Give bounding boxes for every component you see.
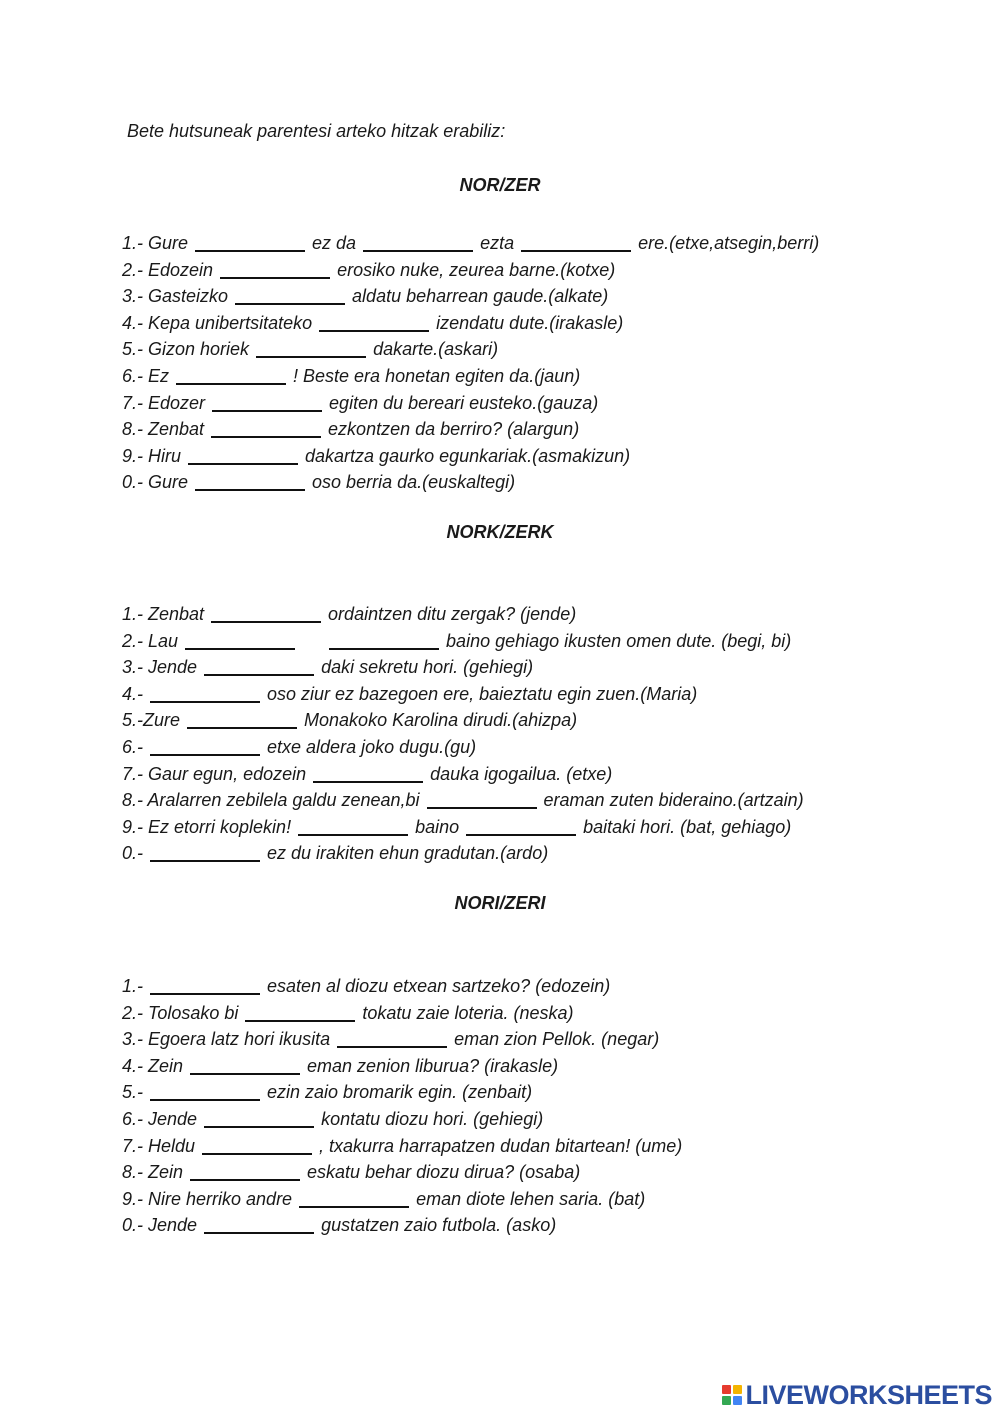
exercise-text: 4.- Zein <box>122 1055 184 1076</box>
exercise-text: eman diote lehen saria. (bat) <box>416 1188 646 1209</box>
exercise-text: 1.- Gure <box>122 233 189 253</box>
exercise-text: 2.- Lau <box>122 630 179 651</box>
exercise-text: 6.- Jende <box>122 1109 198 1129</box>
exercise-text: 7.- Heldu <box>122 1135 196 1156</box>
exercise-line <box>122 282 608 307</box>
answer-blank[interactable] <box>202 1135 312 1155</box>
exercise-text: 1.- Zenbat <box>122 604 205 624</box>
answer-blank[interactable] <box>150 736 260 756</box>
exercise-text: 8.- Zein <box>122 1162 184 1183</box>
exercise-text: izendatu dute.(irakasle) <box>436 312 624 333</box>
exercise-line <box>122 442 630 467</box>
exercise-text: 6.- Ez <box>122 366 170 386</box>
exercise-text: ere.(etxe,atsegin,berri) <box>638 233 820 253</box>
exercise-text: gustatzen zaio futbola. (asko) <box>321 1215 557 1236</box>
exercise-text: 4.- Kepa unibertsitateko <box>122 312 313 333</box>
exercise-text: 2.- Tolosako bi <box>122 1002 239 1023</box>
exercise-line <box>122 335 498 360</box>
answer-blank[interactable] <box>337 1028 447 1048</box>
exercise-line <box>122 627 791 652</box>
exercise-line <box>122 1185 645 1210</box>
exercise-text: eman zion Pellok. (negar) <box>454 1029 660 1050</box>
exercise-line <box>122 1078 532 1103</box>
exercise-line <box>122 786 804 811</box>
exercise-line <box>122 600 576 625</box>
answer-blank[interactable] <box>363 232 473 252</box>
answer-blank[interactable] <box>150 975 260 995</box>
exercise-text: 5.- Gizon horiek <box>122 339 250 360</box>
exercise-text: ez da <box>312 233 357 253</box>
exercise-text: ! Beste era honetan egiten da.(jaun) <box>293 366 581 386</box>
liveworksheets-logo <box>722 1380 992 1410</box>
exercise-text: 7.- Gaur egun, edozein <box>122 763 307 784</box>
exercise-line <box>122 999 574 1024</box>
answer-blank[interactable] <box>150 842 260 862</box>
logo-mark-icon <box>722 1385 742 1405</box>
exercise-line <box>122 706 577 731</box>
exercise-line <box>122 839 548 864</box>
answer-blank[interactable] <box>185 630 295 650</box>
exercise-text: ezkontzen da berriro? (alargun) <box>328 419 580 440</box>
exercise-line <box>122 415 579 440</box>
answer-blank[interactable] <box>195 471 305 491</box>
answer-blank[interactable] <box>211 418 321 438</box>
exercise-text: eraman zuten bideraino.(artzain) <box>543 790 804 811</box>
exercise-line <box>122 813 791 838</box>
exercise-text: 8.- Zenbat <box>122 419 205 440</box>
exercise-text: 0.- Jende <box>122 1215 198 1236</box>
exercise-line <box>122 1052 558 1077</box>
answer-blank[interactable] <box>150 1081 260 1101</box>
exercise-text: baino <box>415 816 460 837</box>
exercise-text: 3.- Gasteizko <box>122 286 229 307</box>
exercise-text: 8.- Aralarren zebilela galdu zenean,bi <box>122 790 420 811</box>
exercise-text: 6.- <box>122 737 144 757</box>
answer-blank[interactable] <box>212 392 322 412</box>
exercise-text: dakartza gaurko egunkariak.(asmakizun) <box>305 445 631 466</box>
answer-blank[interactable] <box>204 1214 314 1234</box>
exercise-line <box>122 389 598 414</box>
answer-blank[interactable] <box>187 709 297 729</box>
exercise-text: oso ziur ez bazegoen ere, baieztatu egin zuen.(Maria) <box>267 683 698 704</box>
exercise-text: dauka igogailua. (etxe) <box>430 763 613 784</box>
exercise-text: 9.- Ez etorri koplekin! <box>122 816 292 837</box>
exercise-line <box>122 972 610 997</box>
answer-blank[interactable] <box>299 1188 409 1208</box>
answer-blank[interactable] <box>204 1108 314 1128</box>
exercise-text: egiten du bereari eusteko.(gauza) <box>329 392 599 413</box>
answer-blank[interactable] <box>245 1002 355 1022</box>
answer-blank[interactable] <box>329 630 439 650</box>
answer-blank[interactable] <box>195 232 305 252</box>
answer-blank[interactable] <box>176 365 286 385</box>
section-title-nori-zeri: NORI/ZERI <box>454 893 546 913</box>
exercise-text: , txakurra harrapatzen dudan bitartean! (ume) <box>319 1135 683 1156</box>
exercise-text: 3.- Jende <box>122 657 198 678</box>
answer-blank[interactable] <box>298 816 408 836</box>
exercise-text: 3.- Egoera latz hori ikusita <box>122 1029 331 1050</box>
exercise-text: 4.- <box>122 683 144 704</box>
exercise-text: 2.- Edozein <box>122 259 214 280</box>
exercise-line <box>122 362 580 387</box>
answer-blank[interactable] <box>313 763 423 783</box>
answer-blank[interactable] <box>256 338 366 358</box>
exercise-text: 9.- Nire herriko andre <box>122 1188 293 1209</box>
answer-blank[interactable] <box>211 603 321 623</box>
section-title-nork-zerk: NORK/ZERK <box>446 522 554 542</box>
exercise-line <box>122 1025 659 1050</box>
answer-blank[interactable] <box>220 259 330 279</box>
answer-blank[interactable] <box>190 1161 300 1181</box>
exercise-text: ordaintzen ditu zergak? (jende) <box>328 604 577 624</box>
answer-blank[interactable] <box>204 656 314 676</box>
instructions: Bete hutsuneak parentesi arteko hitzak erabiliz: <box>127 121 506 141</box>
section-title-nor-zer: NOR/ZER <box>459 175 541 195</box>
exercise-line <box>122 760 612 785</box>
exercise-text: daki sekretu hori. (gehiegi) <box>321 657 534 678</box>
exercise-text: 1.- <box>122 976 144 996</box>
exercise-text: eskatu behar diozu dirua? (osaba) <box>307 1162 581 1183</box>
exercise-line <box>122 256 615 281</box>
exercise-text: tokatu zaie loteria. (neska) <box>362 1002 574 1023</box>
exercise-line <box>122 1211 556 1236</box>
exercise-line <box>122 680 697 705</box>
exercise-text: esaten al diozu etxean sartzeko? (edozein) <box>267 976 611 996</box>
answer-blank[interactable] <box>188 445 298 465</box>
exercise-text: dakarte.(askari) <box>373 339 499 360</box>
exercise-line <box>122 468 515 493</box>
exercise-text: etxe aldera joko dugu.(gu) <box>267 737 477 757</box>
answer-blank[interactable] <box>521 232 631 252</box>
exercise-line <box>122 733 476 758</box>
answer-blank[interactable] <box>466 816 576 836</box>
exercise-text: Monakoko Karolina dirudi.(ahizpa) <box>304 710 578 731</box>
exercise-line <box>122 229 819 254</box>
exercise-text: ezta <box>480 233 515 253</box>
answer-blank[interactable] <box>427 789 537 809</box>
exercise-text: 0.- <box>122 843 144 864</box>
answer-blank[interactable] <box>319 312 429 332</box>
exercise-text: 0.- Gure <box>122 472 189 493</box>
exercise-text: 9.- Hiru <box>122 445 182 466</box>
exercise-text: ezin zaio bromarik egin. (zenbait) <box>267 1082 533 1103</box>
exercise-text: 5.-Zure <box>122 710 181 731</box>
exercise-text: aldatu beharrean gaude.(alkate) <box>352 286 609 307</box>
exercise-text: 7.- Edozer <box>122 392 206 413</box>
exercise-text: ez du irakiten ehun gradutan.(ardo) <box>267 843 549 864</box>
exercise-text: oso berria da.(euskaltegi) <box>312 472 516 493</box>
exercise-line <box>122 309 623 334</box>
exercise-text: eman zenion liburua? (irakasle) <box>307 1055 559 1076</box>
answer-blank[interactable] <box>235 285 345 305</box>
exercise-text: 5.- <box>122 1082 144 1103</box>
exercise-line <box>122 653 533 678</box>
exercise-line <box>122 1158 580 1183</box>
answer-blank[interactable] <box>190 1055 300 1075</box>
logo-text: LIVEWORKSHEETS <box>745 1379 992 1410</box>
exercise-line <box>122 1105 543 1130</box>
exercise-text: erosiko nuke, zeurea barne.(kotxe) <box>337 259 616 280</box>
exercise-text: baino gehiago ikusten omen dute. (begi, bi) <box>446 630 792 651</box>
exercise-text: kontatu diozu hori. (gehiegi) <box>321 1109 544 1129</box>
answer-blank[interactable] <box>150 683 260 703</box>
exercise-text: baitaki hori. (bat, gehiago) <box>583 816 792 837</box>
exercise-line <box>122 1132 682 1157</box>
